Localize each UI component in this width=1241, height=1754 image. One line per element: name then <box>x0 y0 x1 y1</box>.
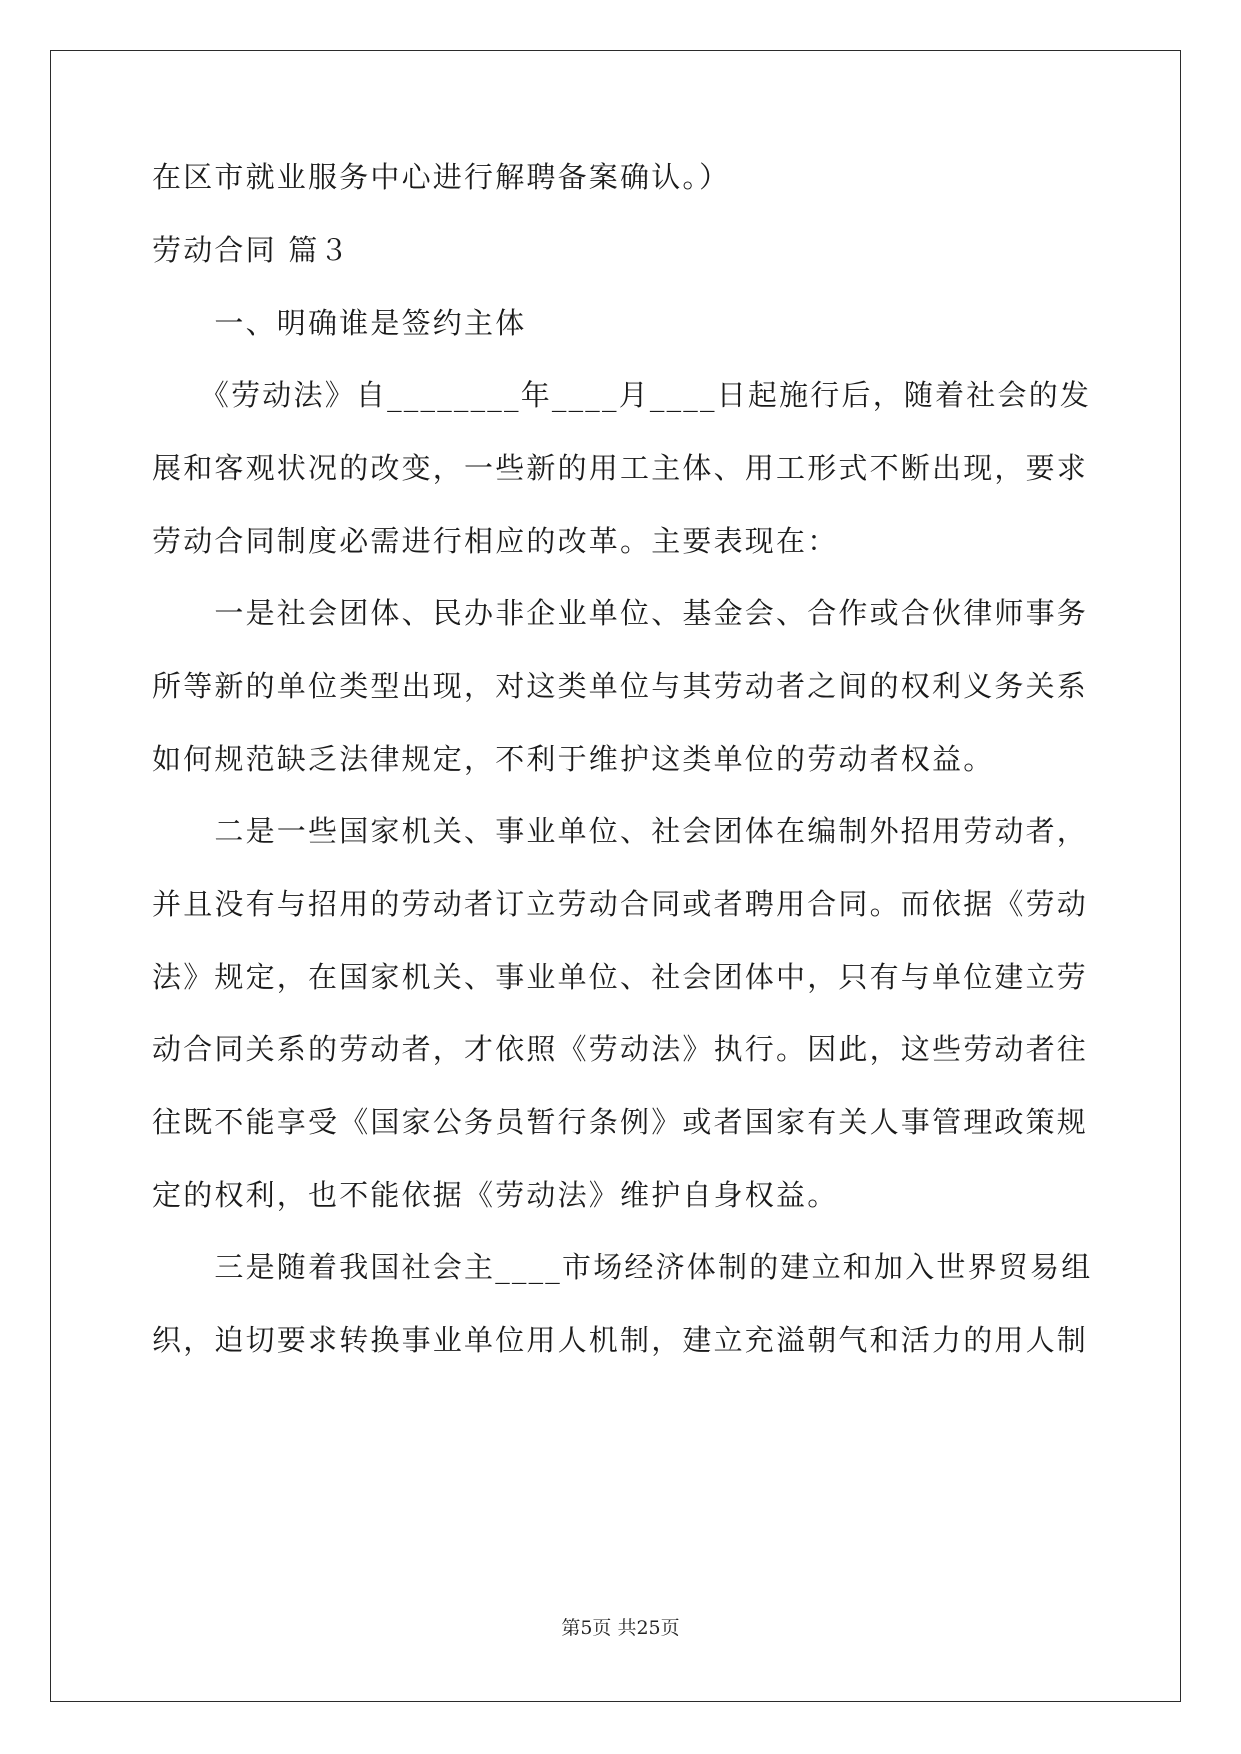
text-line: 一是社会团体、民办非企业单位、基金会、合作或合伙律师事务 <box>152 596 1089 630</box>
text-line: 展和客观状况的改变，一些新的用工主体、用工形式不断出现，要求 <box>152 451 1089 485</box>
text-line: 往既不能享受《国家公务员暂行条例》或者国家有关人事管理政策规 <box>152 1105 1089 1139</box>
text-line: 动合同关系的劳动者，才依照《劳动法》执行。因此，这些劳动者往 <box>152 1032 1089 1066</box>
page-border <box>50 50 1181 1702</box>
text-line: 定的权利，也不能依据《劳动法》维护自身权益。 <box>152 1178 839 1212</box>
subheading: 一、明确谁是签约主体 <box>152 306 527 340</box>
page-number-footer: 第5页 共25页 <box>561 1617 680 1639</box>
text-line: 所等新的单位类型出现，对这类单位与其劳动者之间的权利义务关系 <box>152 669 1089 703</box>
text-line: 在区市就业服务中心进行解聘备案确认。） <box>152 160 731 194</box>
text-line: 织，迫切要求转换事业单位用人机制，建立充溢朝气和活力的用人制 <box>152 1323 1089 1357</box>
text-line: 《劳动法》自________年____月____日起施行后，随着社会的发 <box>152 378 1092 412</box>
text-line: 二是一些国家机关、事业单位、社会团体在编制外招用劳动者， <box>152 814 1089 848</box>
text-line: 如何规范缺乏法律规定，不利于维护这类单位的劳动者权益。 <box>152 742 995 776</box>
text-line: 三是随着我国社会主____市场经济体制的建立和加入世界贸易组 <box>152 1250 1093 1284</box>
text-line: 并且没有与招用的劳动者订立劳动合同或者聘用合同。而依据《劳动 <box>152 887 1089 921</box>
section-heading: 劳动合同 篇３ <box>152 233 351 267</box>
text-line: 法》规定，在国家机关、事业单位、社会团体中，只有与单位建立劳 <box>152 960 1089 994</box>
text-line: 劳动合同制度必需进行相应的改革。主要表现在： <box>152 524 839 558</box>
